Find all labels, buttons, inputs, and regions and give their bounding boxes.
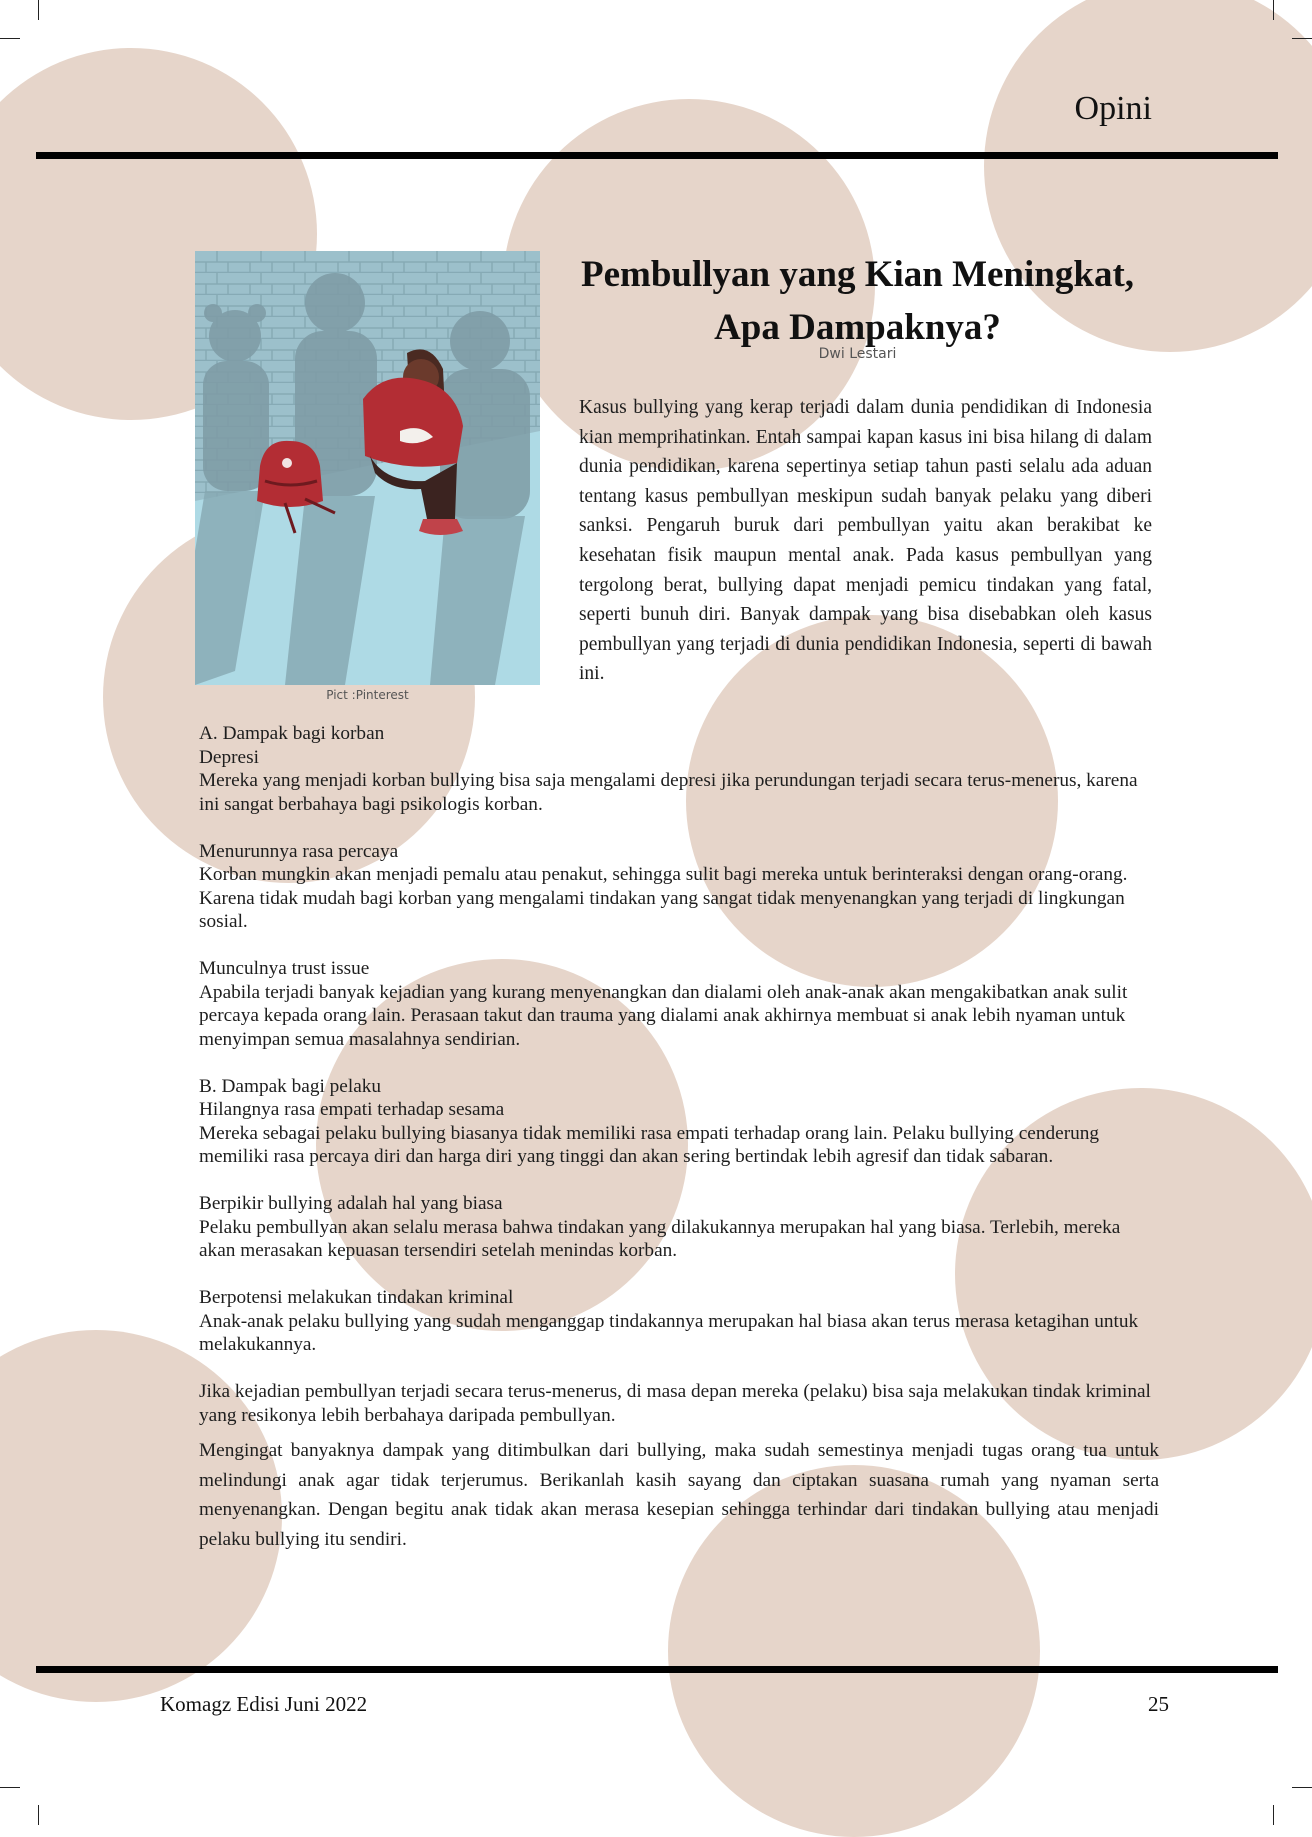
section-label: Opini bbox=[1074, 90, 1152, 127]
crop-mark bbox=[1273, 1805, 1274, 1825]
crop-mark bbox=[1273, 0, 1274, 20]
page-number: 25 bbox=[1148, 1692, 1169, 1716]
crop-mark bbox=[38, 1805, 39, 1825]
crop-mark bbox=[1292, 38, 1312, 39]
article-body bbox=[199, 722, 1159, 1554]
image-caption: Pict :Pinterest bbox=[326, 688, 409, 702]
lead-paragraph: Kasus bullying yang kerap terjadi dalam dunia pendidikan di Indonesia kian memprihatinkan. Entah sampai kapan kasus ini bisa hilang di dalam dunia pendidikan, karena sepertinya setiap tahun pasti selalu ada aduan tentang kasus pembullyan meskipun sudah banyak pelaku yang diberi sanksi. Pengaruh buruk dari pembullyan yaitu akan berakibat ke kesehatan fisik maupun mental anak. Pada kasus pembullyan yang tergolong berat, bullying dapat menjadi pemicu tindakan yang fatal, seperti bunuh diri. Banyak dampak yang bisa disebabkan oleh kasus pembullyan yang terjadi di dunia pendidikan Indonesia, seperti di bawah ini. bbox=[579, 397, 1152, 685]
subheading: Berpotensi melakukan tindakan kriminal bbox=[199, 1287, 514, 1308]
subheading: Menurunnya rasa percaya bbox=[199, 840, 399, 862]
subheading: Berpikir bullying adalah hal yang biasa bbox=[199, 1193, 503, 1214]
title-line: Apa Dampaknya? bbox=[714, 307, 1001, 348]
author-byline: Dwi Lestari bbox=[818, 346, 897, 362]
subheading: Munculnya trust issue bbox=[199, 958, 370, 979]
footer-rule bbox=[36, 1666, 1278, 1673]
subheading: Hilangnya rasa empati terhadap sesama bbox=[199, 1099, 505, 1120]
body-paragraph: Mereka sebagai pelaku bullying biasanya tidak memiliki rasa empati terhadap orang lain. Pelaku bullying cenderung memiliki rasa percaya diri dan harga diri yang tinggi dan akan sering bertindak lebih agresif dan tidak sabaran. bbox=[199, 1122, 1100, 1167]
section-heading: B. Dampak bagi pelaku bbox=[199, 1075, 382, 1097]
body-paragraph: Anak-anak pelaku bullying yang sudah menganggap tindakannya merupakan hal biasa akan terus merasa ketagihan untuk melakukannya. bbox=[199, 1310, 1139, 1355]
body-paragraph: Jika kejadian pembullyan terjadi secara terus-menerus, di masa depan mereka (pelaku) bisa saja melakukan tindak kriminal yang resikonya lebih berbahaya daripada pembullyan. bbox=[199, 1381, 1151, 1426]
body-paragraph: Pelaku pembullyan akan selalu merasa bahwa tindakan yang dilakukannya merupakan hal yang biasa. Terlebih, mereka akan merasakan kepuasan tersendiri setelah menindas korban. bbox=[199, 1216, 1121, 1261]
header-rule bbox=[36, 152, 1278, 159]
body-paragraph: Korban mungkin akan menjadi pemalu atau penakut, sehingga sulit bagi mereka untuk berinteraksi dengan orang-orang. Karena tidak mudah bagi korban yang mengalami tindakan yang sangat tidak menyenangkan yang terjadi di lingkungan sosial. bbox=[199, 864, 1128, 932]
crop-mark bbox=[1292, 1787, 1312, 1788]
body-paragraph: Apabila terjadi banyak kejadian yang kurang menyenangkan dan dialami oleh anak-anak akan mengakibatkan anak sulit percaya kepada orang lain. Perasaan takut dan trauma yang dialami anak akhirnya membuat si anak lebih nyaman untuk menyimpan semua masalahnya sendirian. bbox=[199, 981, 1128, 1050]
article-illustration bbox=[195, 251, 540, 685]
article-title bbox=[565, 248, 1150, 354]
body-paragraph: Mereka yang menjadi korban bullying bisa saja mengalami depresi jika perundungan terjadi secara terus-menerus, karena ini sangat berbahaya bagi psikologis korban. bbox=[199, 770, 1138, 815]
crop-mark bbox=[0, 1787, 20, 1788]
section-heading: A. Dampak bagi korban bbox=[199, 723, 385, 744]
crop-mark bbox=[0, 38, 20, 39]
crop-mark bbox=[38, 0, 39, 20]
publication-name: Komagz Edisi Juni 2022 bbox=[160, 1692, 368, 1716]
closing-paragraph: Mengingat banyaknya dampak yang ditimbulkan dari bullying, maka sudah semestinya menjadi tugas orang tua untuk melindungi anak agar tidak terjerumus. Berikanlah kasih sayang dan ciptakan suasana rumah yang nyaman serta menyenangkan. Dengan begitu anak tidak akan merasa kesepian sehingga terhindar dari tindakan bullying atau menjadi pelaku bullying itu sendiri. bbox=[199, 1440, 1159, 1550]
subheading: Depresi bbox=[199, 746, 259, 768]
title-line: Pembullyan yang Kian Meningkat, bbox=[580, 254, 1135, 295]
